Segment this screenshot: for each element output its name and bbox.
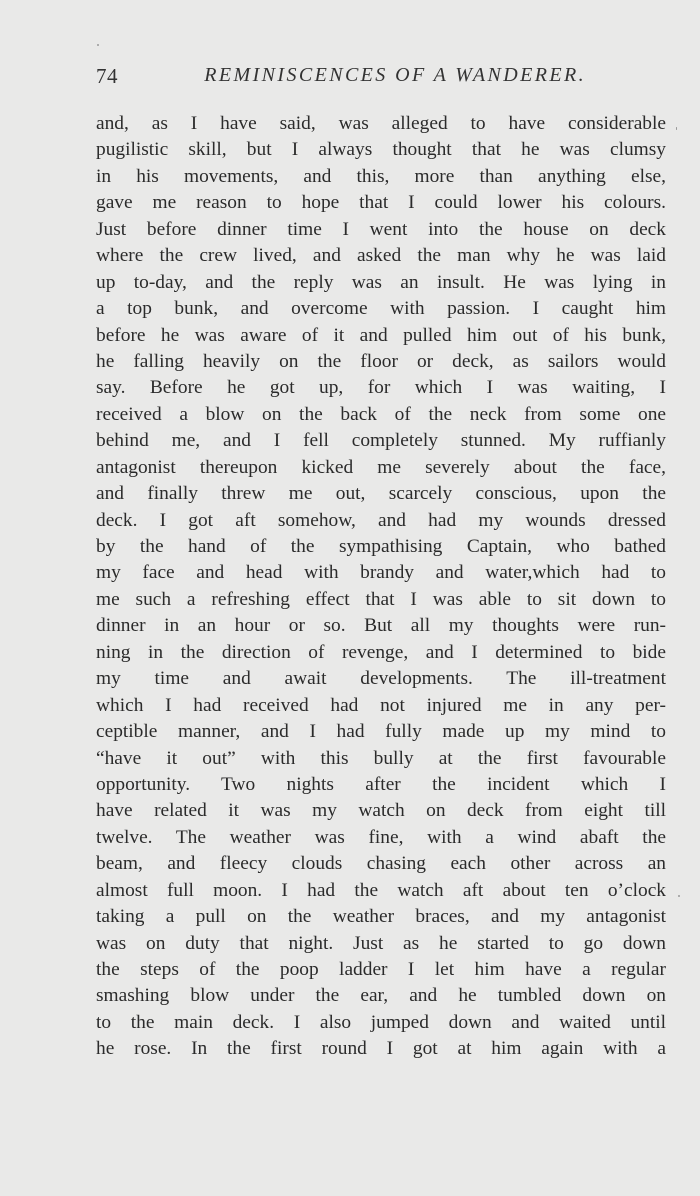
text-line: pugilistic skill, but I always thought that he was clumsy: [96, 139, 666, 161]
text-line: opportunity. Two nights after the incident which I: [96, 773, 666, 795]
text-line: “have it out” with this bully at the first favourable: [96, 747, 666, 769]
body-text: [96, 111, 666, 1063]
text-line: smashing blow under the ear, and he tumbled down on: [96, 985, 666, 1007]
text-line: by the hand of the sympathising Captain, who bathed: [96, 536, 666, 557]
text-line: Just before dinner time I went into the house on deck: [96, 218, 666, 240]
text-line: ning in the direction of revenge, and I determined to bide: [96, 641, 666, 663]
text-line: deck. I got aft somehow, and had my wounds dressed: [96, 509, 666, 531]
text-line: received a blow on the back of the neck from some one: [96, 403, 666, 425]
paper-speck: [678, 895, 680, 897]
text-line: and, as I have said, was alleged to have considerable: [96, 113, 666, 134]
text-line: behind me, and I fell completely stunned. My ruffianly: [96, 430, 666, 452]
text-line: me such a refreshing effect that I was able to sit down to: [96, 588, 666, 610]
text-line: almost full moon. I had the watch aft about ten o’clock: [96, 879, 666, 901]
running-title: REMINISCENCES OF A WANDERER.: [204, 64, 586, 86]
text-line: antagonist thereupon kicked me severely about the face,: [96, 456, 666, 478]
text-line: ceptible manner, and I had fully made up my mind to: [96, 721, 666, 743]
text-line: he rose. In the first round I got at him again with a: [96, 1038, 666, 1060]
text-line: up to-day, and the reply was an insult. He was lying in: [96, 271, 666, 293]
text-line: before he was aware of it and pulled him out of his bunk,: [96, 324, 666, 346]
text-line: taking a pull on the weather braces, and my antagonist: [96, 906, 666, 928]
text-line: have related it was my watch on deck from eight till: [96, 800, 666, 822]
text-line: my face and head with brandy and water,which had to: [96, 562, 666, 584]
paper-speck: [97, 44, 99, 46]
text-line: dinner in an hour or so. But all my thoughts were run-: [96, 615, 666, 637]
text-line: to the main deck. I also jumped down and waited until: [96, 1011, 666, 1033]
text-line: beam, and fleecy clouds chasing each other across an: [96, 853, 666, 875]
text-line: a top bunk, and overcome with passion. I caught him: [96, 298, 666, 320]
text-line: in his movements, and this, more than anything else,: [96, 165, 666, 187]
text-line: was on duty that night. Just as he started to go down: [96, 932, 666, 954]
text-line: where the crew lived, and asked the man why he was laid: [96, 245, 666, 267]
text-line: he falling heavily on the floor or deck, as sailors would: [96, 350, 666, 372]
text-line: gave me reason to hope that I could lower his colours.: [96, 192, 666, 214]
text-line: twelve. The weather was fine, with a wind abaft the: [96, 826, 666, 848]
paper-speck: [676, 127, 677, 130]
text-line: my time and await developments. The ill-treatment: [96, 668, 666, 690]
page-header: [96, 64, 586, 94]
text-line: the steps of the poop ladder I let him have a regular: [96, 959, 666, 980]
text-line: which I had received had not injured me in any per-: [96, 694, 666, 716]
page-number: 74: [96, 64, 118, 88]
text-line: and finally threw me out, scarcely conscious, upon the: [96, 483, 666, 505]
text-line: say. Before he got up, for which I was waiting, I: [96, 377, 666, 399]
